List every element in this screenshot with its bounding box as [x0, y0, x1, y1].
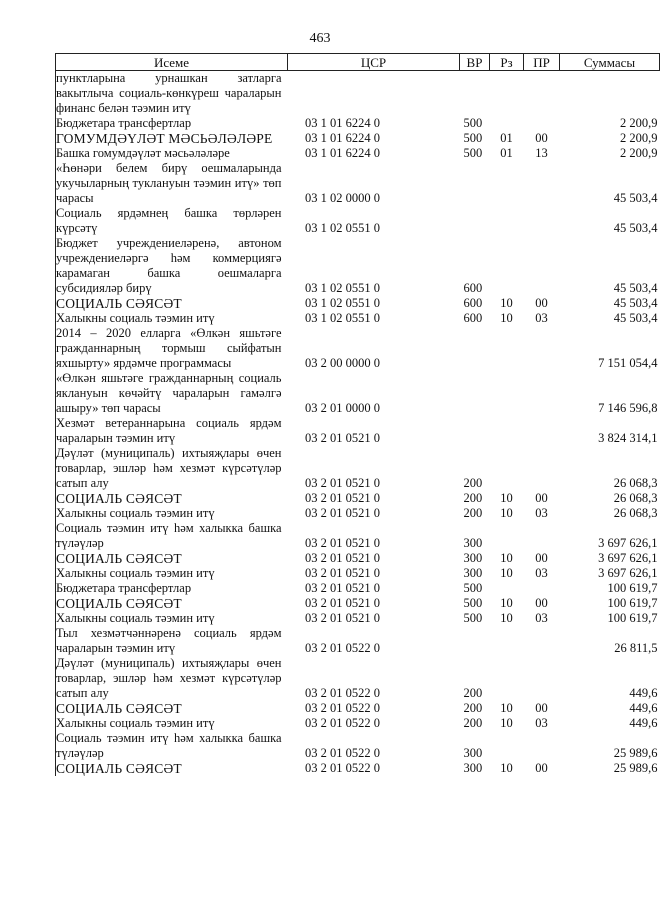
row-rz — [490, 326, 524, 371]
row-vr — [460, 416, 490, 446]
header-name: Исеме — [56, 54, 288, 71]
row-name: СОЦИАЛЬ СӘЯСӘТ — [56, 701, 288, 716]
row-pr: 13 — [535, 146, 548, 160]
row-rz: 10 — [500, 551, 513, 565]
table-row — [56, 761, 660, 776]
table-row — [56, 596, 660, 611]
row-vr — [460, 206, 490, 236]
row-csr: 03 2 01 0521 0 — [305, 611, 380, 625]
row-pr — [524, 581, 560, 596]
row-name: Халыкны социаль тәэмин итү — [56, 716, 288, 731]
header-csr: ЦСР — [288, 54, 460, 71]
row-csr: 03 2 01 0521 0 — [305, 551, 380, 565]
row-vr: 200 — [463, 506, 483, 520]
row-rz — [490, 731, 524, 761]
table-row — [56, 716, 660, 731]
row-pr — [524, 236, 560, 296]
row-vr: 300 — [463, 746, 483, 760]
row-sum: 2 200,9 — [620, 146, 658, 160]
row-pr — [524, 71, 560, 117]
table-row — [56, 311, 660, 326]
table-row — [56, 551, 660, 566]
row-vr: 500 — [463, 581, 483, 595]
row-sum: 3 697 626,1 — [598, 551, 658, 565]
row-csr: 03 1 02 0551 0 — [305, 311, 380, 325]
row-name: СОЦИАЛЬ СӘЯСӘТ — [56, 296, 288, 311]
row-pr: 00 — [535, 761, 548, 775]
row-sum: 25 989,6 — [613, 746, 658, 760]
row-csr: 03 1 02 0551 0 — [305, 221, 380, 235]
row-csr: 03 1 01 6224 0 — [305, 131, 380, 145]
table-row — [56, 326, 660, 371]
row-pr: 03 — [535, 311, 548, 325]
page-number: 463 — [309, 31, 331, 46]
row-csr: 03 2 01 0521 0 — [305, 491, 380, 505]
row-sum: 3 697 626,1 — [598, 566, 658, 580]
row-vr: 300 — [463, 566, 483, 580]
header-pr: ПР — [524, 54, 560, 71]
row-rz: 10 — [500, 761, 513, 775]
table-row — [56, 236, 660, 296]
row-sum: 449,6 — [629, 701, 658, 715]
table-row — [56, 731, 660, 761]
table-row — [56, 371, 660, 416]
row-pr: 00 — [535, 131, 548, 145]
row-rz: 01 — [500, 146, 513, 160]
row-csr: 03 2 01 0521 0 — [305, 506, 380, 520]
row-pr — [524, 731, 560, 761]
row-csr: 03 1 02 0551 0 — [305, 296, 380, 310]
row-rz — [490, 416, 524, 446]
row-name: Халыкны социаль тәэмин итү — [56, 566, 288, 581]
row-csr: 03 2 01 0521 0 — [305, 536, 380, 550]
row-pr — [524, 206, 560, 236]
row-csr: 03 2 01 0522 0 — [305, 641, 380, 655]
row-vr: 200 — [463, 716, 483, 730]
row-csr: 03 2 01 0521 0 — [305, 476, 380, 490]
row-pr: 03 — [535, 716, 548, 730]
row-pr: 00 — [535, 296, 548, 310]
row-pr: 00 — [535, 551, 548, 565]
row-sum: 100 619,7 — [607, 596, 658, 610]
row-name: Социаль тәэмин итү һәм халыкка башка түләүләр — [56, 731, 288, 761]
header-vr: ВР — [460, 54, 490, 71]
row-rz: 10 — [500, 491, 513, 505]
row-rz: 10 — [500, 296, 513, 310]
row-csr: 03 2 01 0522 0 — [305, 701, 380, 715]
row-name: Тыл хезмәтчәннәренә социаль ярдәм чараларын тәэмин итү — [56, 626, 288, 656]
header-sum: Суммасы — [560, 54, 660, 71]
table-row — [56, 161, 660, 206]
row-sum: 449,6 — [629, 716, 658, 730]
row-rz — [490, 161, 524, 206]
row-rz — [490, 521, 524, 551]
row-name: СОЦИАЛЬ СӘЯСӘТ — [56, 551, 288, 566]
row-vr: 500 — [463, 611, 483, 625]
row-name: Халыкны социаль тәэмин итү — [56, 506, 288, 521]
row-pr — [524, 161, 560, 206]
table-row — [56, 656, 660, 701]
row-pr — [524, 626, 560, 656]
table-row — [56, 416, 660, 446]
table-row — [56, 506, 660, 521]
row-csr: 03 2 01 0521 0 — [305, 431, 380, 445]
row-pr: 03 — [535, 566, 548, 580]
row-rz: 10 — [500, 311, 513, 325]
row-vr: 300 — [463, 761, 483, 775]
table-body — [56, 71, 660, 777]
row-csr: 03 2 01 0522 0 — [305, 761, 380, 775]
row-name: 2014 – 2020 елларга «Өлкән яшьтәге гражданнарның тормыш сыйфатын яхшырту» ярдәмче программасы — [56, 326, 288, 371]
row-vr — [460, 371, 490, 416]
row-rz — [490, 116, 524, 131]
header-rz: Рз — [490, 54, 524, 71]
row-vr: 200 — [463, 686, 483, 700]
row-sum: 45 503,4 — [613, 281, 658, 295]
row-vr: 200 — [463, 701, 483, 715]
row-name: Халыкны социаль тәэмин итү — [56, 311, 288, 326]
row-pr: 00 — [535, 491, 548, 505]
row-pr — [524, 521, 560, 551]
table-row — [56, 611, 660, 626]
row-sum: 7 151 054,4 — [598, 356, 658, 370]
row-csr: 03 1 01 6224 0 — [305, 116, 380, 130]
row-vr: 500 — [463, 146, 483, 160]
row-sum — [560, 71, 660, 117]
row-csr: 03 1 02 0000 0 — [305, 191, 380, 205]
row-rz: 10 — [500, 716, 513, 730]
row-vr: 500 — [463, 131, 483, 145]
row-name: «Һөнәри белем бирү оешмаларында укучыларның туклануын тәэмин итү» төп чарасы — [56, 161, 288, 206]
row-sum: 26 068,3 — [613, 491, 658, 505]
row-name: Социаль тәэмин итү һәм халыкка башка түләүләр — [56, 521, 288, 551]
row-csr: 03 2 01 0521 0 — [305, 566, 380, 580]
row-vr: 600 — [463, 281, 483, 295]
row-rz — [490, 371, 524, 416]
row-sum: 100 619,7 — [607, 611, 658, 625]
row-name: СОЦИАЛЬ СӘЯСӘТ — [56, 761, 288, 776]
row-name: ГОМУМДӘҮЛӘТ МӘСЬӘЛӘЛӘРЕ — [56, 131, 288, 146]
row-csr — [288, 71, 460, 117]
row-rz: 10 — [500, 566, 513, 580]
row-sum: 3 824 314,1 — [598, 431, 658, 445]
table-row — [56, 116, 660, 131]
row-csr: 03 2 01 0522 0 — [305, 716, 380, 730]
row-pr — [524, 326, 560, 371]
table-row — [56, 146, 660, 161]
row-pr: 03 — [535, 611, 548, 625]
row-rz — [490, 71, 524, 117]
row-vr: 600 — [463, 311, 483, 325]
row-name: Бюджетара трансфертлар — [56, 581, 288, 596]
table-row — [56, 581, 660, 596]
row-sum: 26 068,3 — [613, 476, 658, 490]
row-rz: 01 — [500, 131, 513, 145]
row-vr — [460, 161, 490, 206]
row-sum: 45 503,4 — [613, 191, 658, 205]
row-vr: 500 — [463, 116, 483, 130]
row-name: «Өлкән яшьтәге гражданнарның социаль яклануын көчәйтү чараларын гамәлгә ашыру» төп чарасы — [56, 371, 288, 416]
row-rz — [490, 581, 524, 596]
table-row — [56, 701, 660, 716]
row-name: Дәүләт (муниципаль) ихтыяҗлары өчен товарлар, эшләр һәм хезмәт күрсәтүләр сатып алу — [56, 656, 288, 701]
row-rz: 10 — [500, 506, 513, 520]
table-header-row — [56, 54, 660, 71]
row-name: Бюджетара трансфертлар — [56, 116, 288, 131]
row-name: Хезмәт ветераннарына социаль ярдәм чараларын тәэмин итү — [56, 416, 288, 446]
row-csr: 03 2 01 0522 0 — [305, 686, 380, 700]
row-vr: 200 — [463, 491, 483, 505]
table-row — [56, 206, 660, 236]
row-csr: 03 2 01 0521 0 — [305, 596, 380, 610]
row-sum: 2 200,9 — [620, 116, 658, 130]
row-pr — [524, 446, 560, 491]
row-pr — [524, 416, 560, 446]
row-sum: 7 146 596,8 — [598, 401, 658, 415]
row-vr: 500 — [463, 596, 483, 610]
row-sum: 26 068,3 — [613, 506, 658, 520]
table-row — [56, 491, 660, 506]
row-rz — [490, 206, 524, 236]
row-vr: 300 — [463, 551, 483, 565]
row-rz — [490, 626, 524, 656]
budget-table — [55, 53, 660, 776]
row-csr: 03 2 01 0000 0 — [305, 401, 380, 415]
row-name: пунктларына урнашкан затларга вакытлыча социаль-көнкүреш чараларын финанс белән тәэмин итү — [56, 71, 288, 117]
row-sum: 449,6 — [629, 686, 658, 700]
row-name: Бюджет учреждениеләренә, автоном учреждениеләргә һәм коммерциягә карамаган башка оешмаларга субсидияләр бирү — [56, 236, 288, 296]
row-pr — [524, 656, 560, 701]
row-name: Дәүләт (муниципаль) ихтыяҗлары өчен товарлар, эшләр һәм хезмәт күрсәтүләр сатып алу — [56, 446, 288, 491]
table-row — [56, 446, 660, 491]
row-name: Халыкны социаль тәэмин итү — [56, 611, 288, 626]
row-csr: 03 1 01 6224 0 — [305, 146, 380, 160]
row-pr: 03 — [535, 506, 548, 520]
row-csr: 03 2 00 0000 0 — [305, 356, 380, 370]
row-vr — [460, 626, 490, 656]
table-row — [56, 626, 660, 656]
row-csr: 03 2 01 0521 0 — [305, 581, 380, 595]
row-csr: 03 1 02 0551 0 — [305, 281, 380, 295]
row-pr: 00 — [535, 701, 548, 715]
row-rz: 10 — [500, 611, 513, 625]
row-sum: 2 200,9 — [620, 131, 658, 145]
row-vr: 300 — [463, 536, 483, 550]
row-vr — [460, 326, 490, 371]
row-vr: 600 — [463, 296, 483, 310]
row-sum: 26 811,5 — [614, 641, 658, 655]
row-sum: 45 503,4 — [613, 311, 658, 325]
table-row — [56, 131, 660, 146]
table-row — [56, 296, 660, 311]
table-row — [56, 566, 660, 581]
row-pr — [524, 116, 560, 131]
row-rz — [490, 446, 524, 491]
row-sum: 25 989,6 — [613, 761, 658, 775]
row-rz — [490, 656, 524, 701]
table-row — [56, 71, 660, 117]
row-sum: 45 503,4 — [613, 296, 658, 310]
row-vr — [460, 71, 490, 117]
row-csr: 03 2 01 0522 0 — [305, 746, 380, 760]
row-sum: 100 619,7 — [607, 581, 658, 595]
row-pr — [524, 371, 560, 416]
row-name: Социаль ярдәмнең башка төрләрен күрсәтү — [56, 206, 288, 236]
table-row — [56, 521, 660, 551]
row-rz — [490, 236, 524, 296]
row-rz: 10 — [500, 596, 513, 610]
row-vr: 200 — [463, 476, 483, 490]
row-name: СОЦИАЛЬ СӘЯСӘТ — [56, 596, 288, 611]
row-rz: 10 — [500, 701, 513, 715]
row-name: Башка гомумдәүләт мәсьәләләре — [56, 146, 288, 161]
row-pr: 00 — [535, 596, 548, 610]
row-sum: 45 503,4 — [613, 221, 658, 235]
row-sum: 3 697 626,1 — [598, 536, 658, 550]
row-name: СОЦИАЛЬ СӘЯСӘТ — [56, 491, 288, 506]
